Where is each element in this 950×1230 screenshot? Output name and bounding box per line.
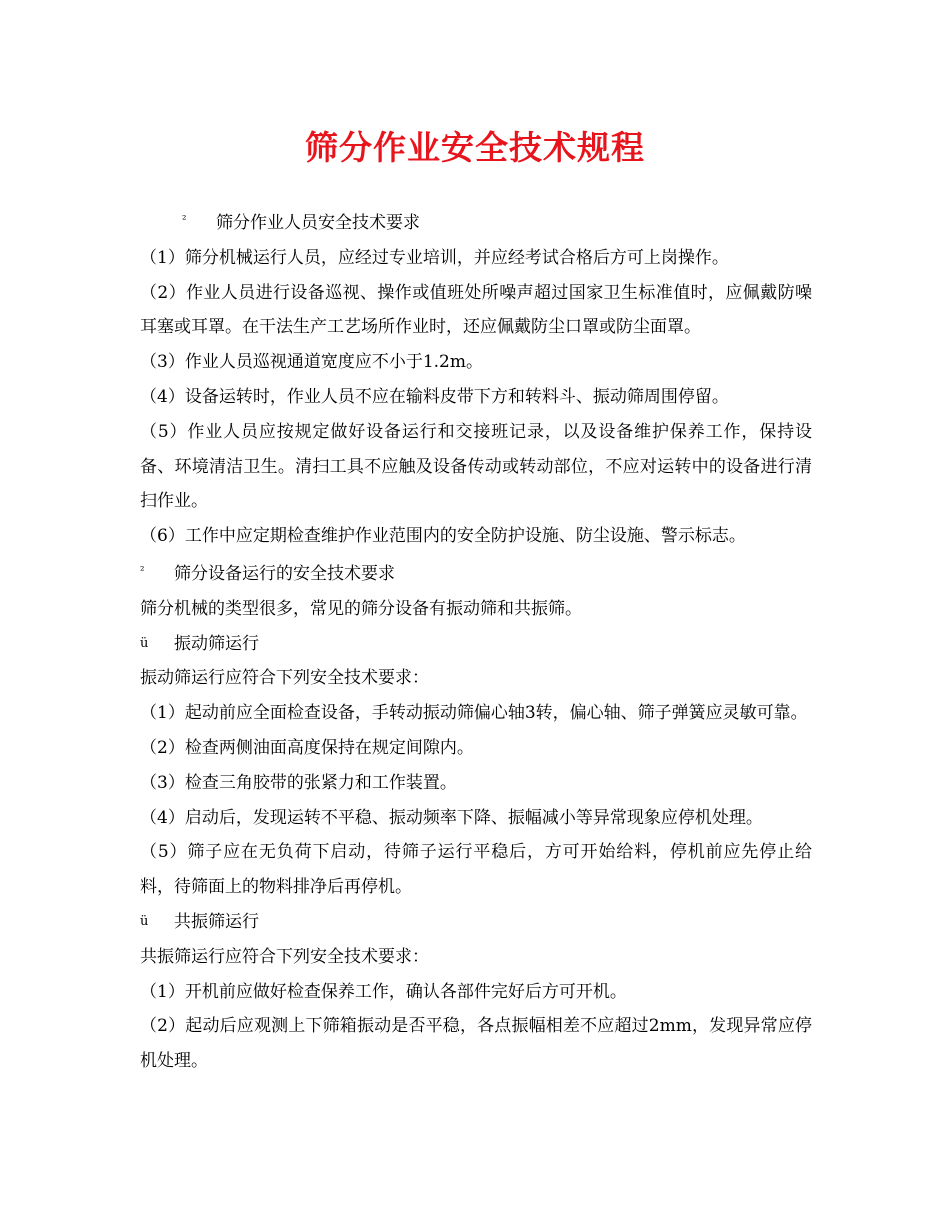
check-bullet-icon: ü — [140, 913, 149, 929]
list-item: （2）检查两侧油面高度保持在规定间隙内。 — [140, 737, 474, 758]
list-item: （3）检查三角胶带的张紧力和工作装置。 — [140, 772, 457, 793]
subsection-intro: 共振筛运行应符合下列安全技术要求： — [140, 946, 429, 967]
document-title: 筛分作业安全技术规程 — [305, 128, 645, 167]
section-intro: 筛分机械的类型很多，常见的筛分设备有振动筛和共振筛。 — [140, 598, 582, 619]
list-item: （4）启动后，发现运转不平稳、振动频率下降、振幅减小等异常现象应停机处理。 — [140, 807, 763, 828]
document-body — [140, 203, 812, 1079]
square-bullet-icon: ² — [140, 563, 145, 577]
subsection-heading — [140, 627, 812, 662]
list-item: （1）起动前应全面检查设备，手转动振动筛偏心轴3转，偏心轴、筛子弹簧应灵敏可靠。 — [140, 703, 808, 724]
list-item: （2）起动后应观测上下筛箱振动是否平稳，各点振幅相差不应超过2mm，发现异常应停机处理。 — [140, 1016, 812, 1072]
list-item: （6）工作中应定期检查维护作业范围内的安全防护设施、防尘设施、警示标志。 — [140, 526, 746, 547]
square-bullet-icon: ² — [182, 213, 187, 226]
section-heading — [140, 203, 812, 241]
list-item: （5）筛子应在无负荷下启动，待筛子运行平稳后，方可开始给料，停机前应先停止给料，待筛面上的物料排净后再停机。 — [140, 842, 812, 898]
list-item: （1）开机前应做好检查保养工作，确认各部件完好后方可开机。 — [140, 981, 627, 1002]
list-item: （1）筛分机械运行人员，应经过专业培训，并应经考试合格后方可上岗操作。 — [140, 247, 729, 268]
section-heading-text: 筛分设备运行的安全技术要求 — [174, 563, 395, 584]
list-item: （3）作业人员巡视通道宽度应不小于1.2m。 — [140, 352, 483, 373]
section-heading — [140, 554, 812, 592]
list-item: （4）设备运转时，作业人员不应在输料皮带下方和转料斗、振动筛周围停留。 — [140, 386, 729, 407]
subsection-intro: 振动筛运行应符合下列安全技术要求： — [140, 668, 429, 689]
list-item: （2）作业人员进行设备巡视、操作或值班处所噪声超过国家卫生标准值时，应佩戴防噪耳塞或耳罩。在干法生产工艺场所作业时，还应佩戴防尘口罩或防尘面罩。 — [140, 282, 812, 338]
subsection-heading — [140, 905, 812, 940]
section-heading-text: 筛分作业人员安全技术要求 — [216, 213, 420, 233]
check-bullet-icon: ü — [140, 635, 149, 651]
subsection-heading-text: 共振筛运行 — [174, 911, 259, 932]
list-item: （5）作业人员应按规定做好设备运行和交接班记录，以及设备维护保养工作，保持设备、环境清洁卫生。清扫工具不应触及设备传动或转动部位，不应对运转中的设备进行清扫作业。 — [140, 421, 812, 512]
subsection-heading-text: 振动筛运行 — [174, 633, 259, 654]
